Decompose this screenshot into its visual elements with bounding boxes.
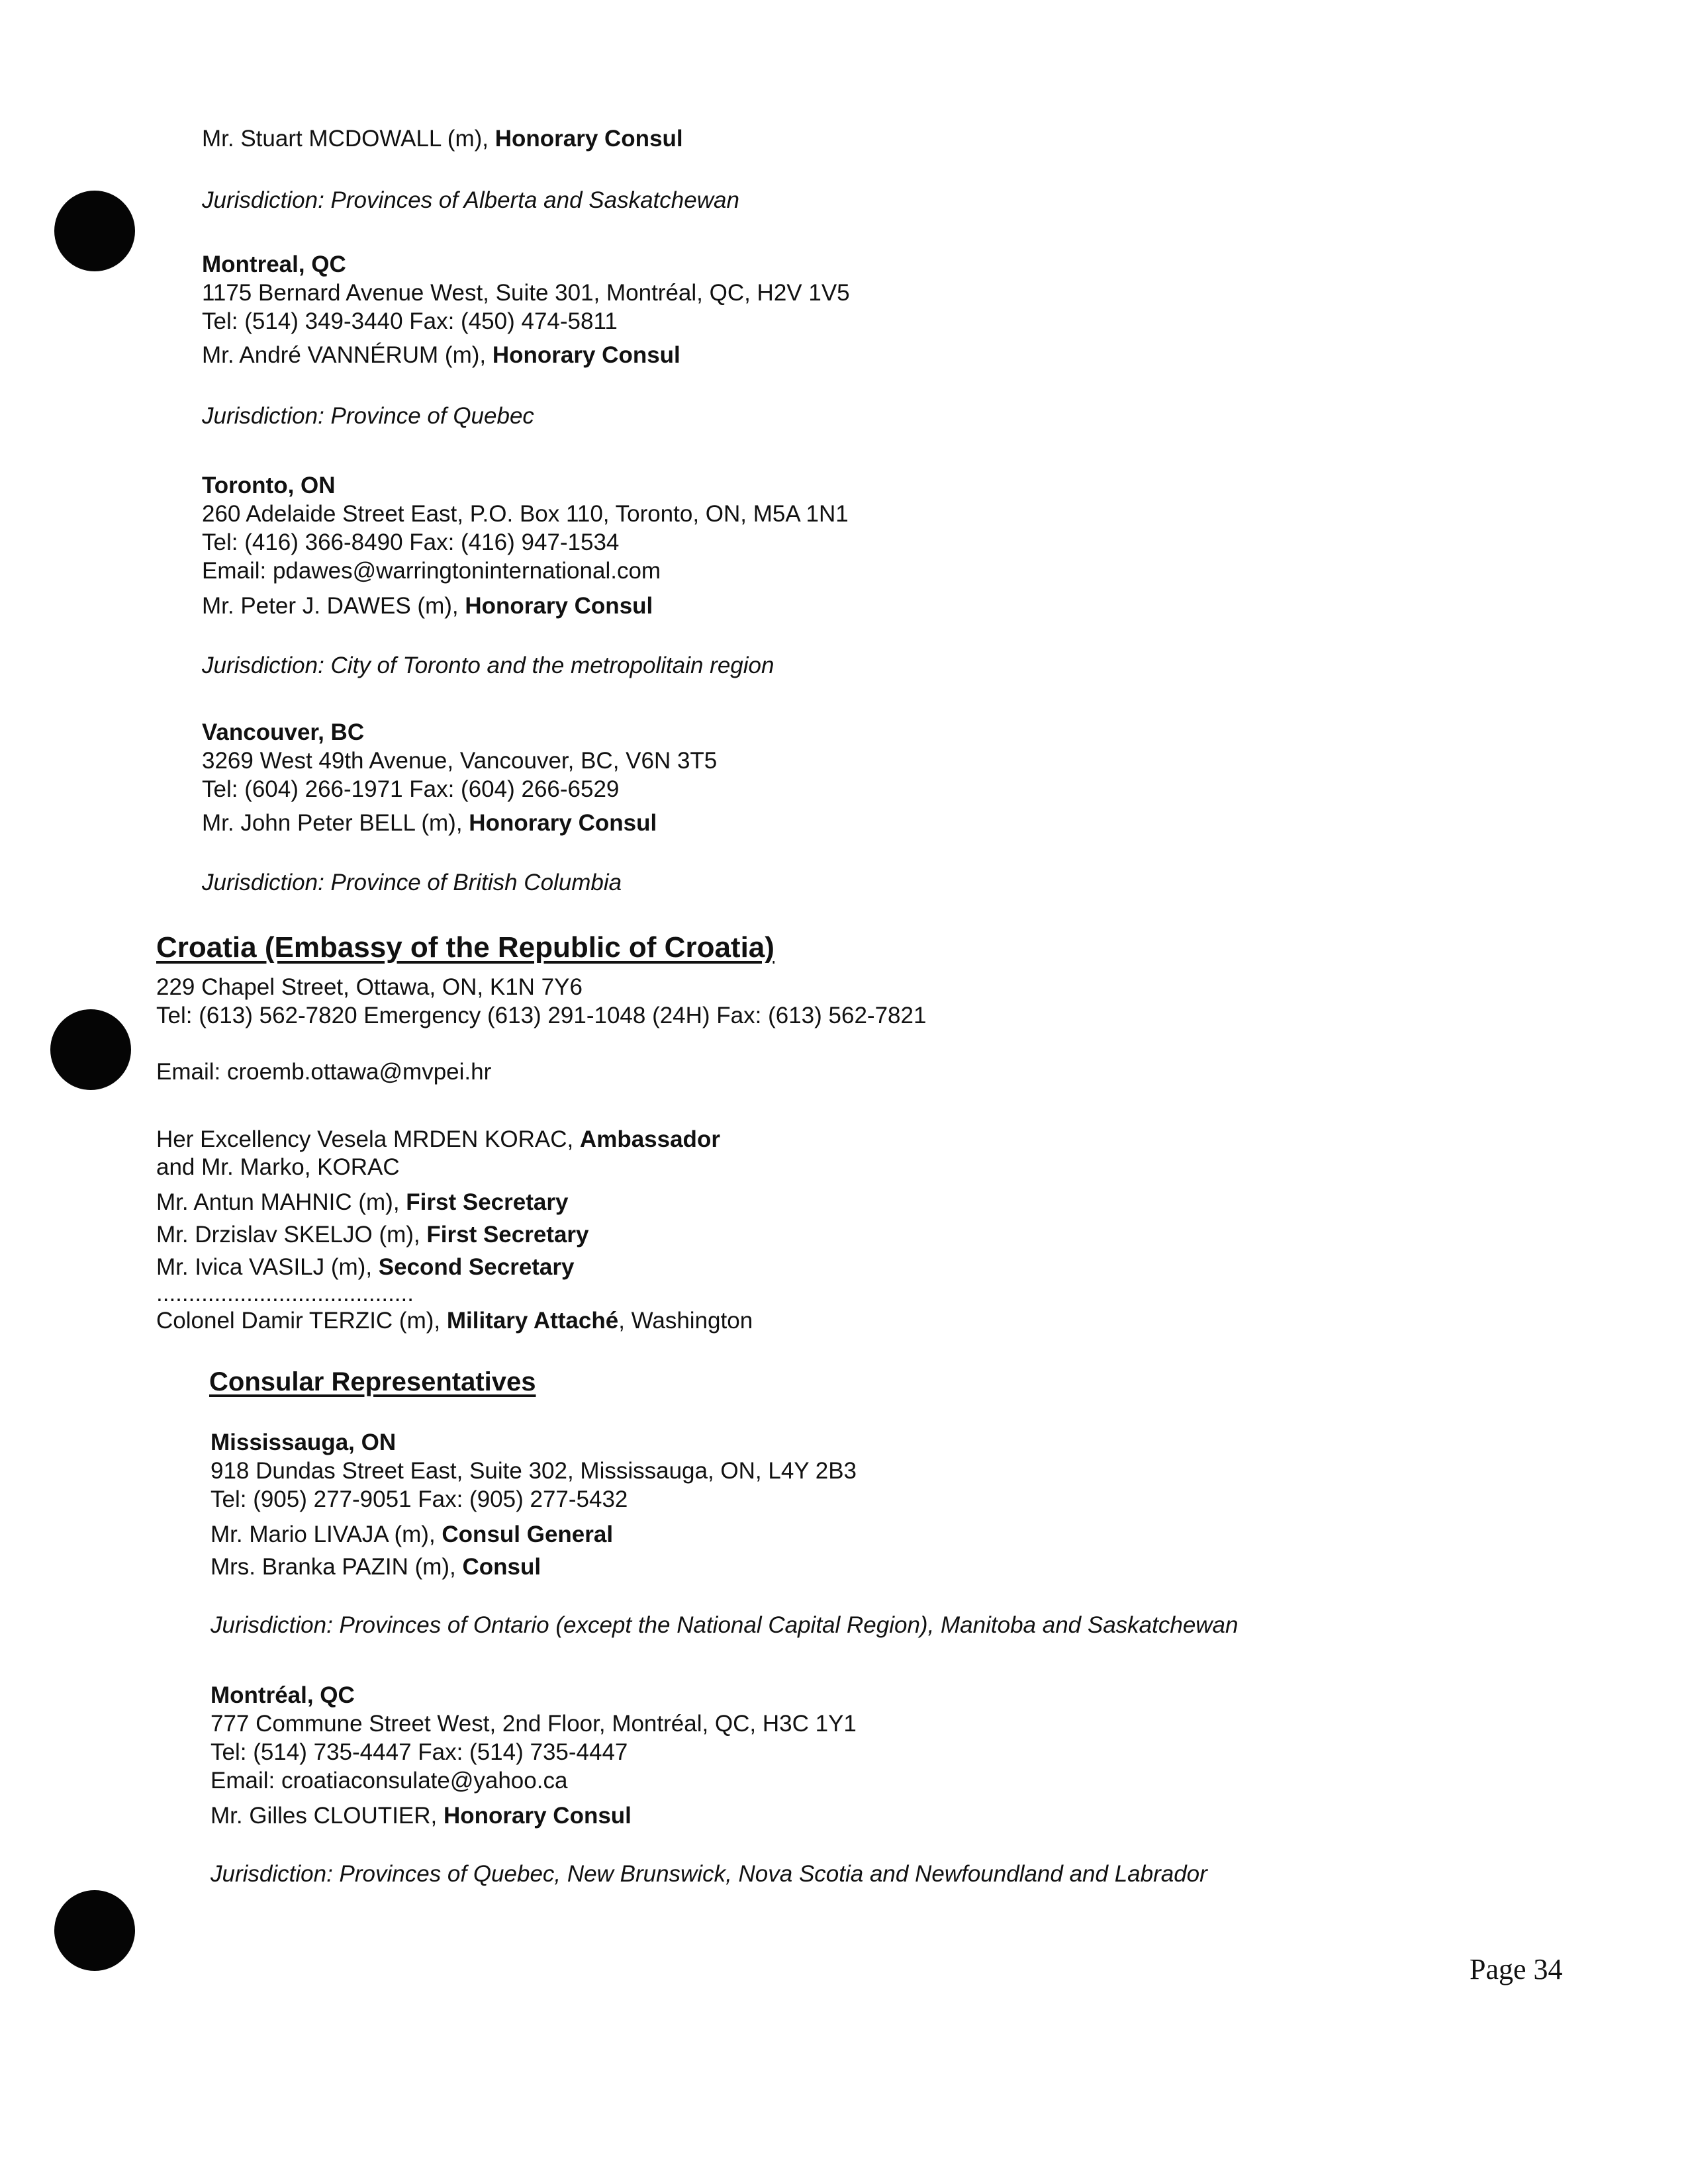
jurisdiction: Jurisdiction: Provinces of Quebec, New Brunswick, Nova Scotia and Newfoundland and Labrador	[211, 1861, 1207, 1887]
consul-line: Mr. Peter J. DAWES (m), Honorary Consul	[202, 593, 653, 619]
address-line: 777 Commune Street West, 2nd Floor, Montréal, QC, H3C 1Y1	[211, 1711, 857, 1737]
staff-line: and Mr. Marko, KORAC	[156, 1154, 400, 1180]
consul-entry-mcdowall	[202, 124, 739, 214]
address-line: 3269 West 49th Avenue, Vancouver, BC, V6N 3T5	[202, 748, 718, 774]
consul-line: Mr. Stuart MCDOWALL (m), Honorary Consul	[202, 126, 683, 152]
page-number: Page 34	[1470, 1953, 1563, 1985]
jurisdiction: Jurisdiction: Provinces of Alberta and Saskatchewan	[202, 187, 739, 213]
city-name: Montréal, QC	[211, 1682, 355, 1708]
jurisdiction: Jurisdiction: Province of British Columbia	[202, 870, 622, 895]
embassy-phone: Tel: (613) 562-7820 Emergency (613) 291-1048 (24H) Fax: (613) 562-7821	[156, 1003, 927, 1028]
phone-line: Tel: (514) 349-3440 Fax: (450) 474-5811	[202, 308, 618, 334]
staff-line: Mr. Ivica VASILJ (m), Second Secretary	[156, 1254, 575, 1280]
staff-line: Mr. Antun MAHNIC (m), First Secretary	[156, 1189, 569, 1215]
consul-entry-montreal-croatia	[211, 1681, 1207, 1888]
city-name: Montreal, QC	[202, 251, 346, 277]
dotted-separator: ........................................	[156, 1281, 414, 1306]
military-attache-line: Colonel Damir TERZIC (m), Military Attaché, Washington	[156, 1308, 753, 1334]
consul-line: Mr. John Peter BELL (m), Honorary Consul	[202, 810, 657, 836]
embassy-email: Email: croemb.ottawa@mvpei.hr	[156, 1059, 492, 1085]
consul-line: Mr. André VANNÉRUM (m), Honorary Consul	[202, 342, 680, 368]
city-name: Toronto, ON	[202, 473, 336, 498]
consul-entry-mississauga	[211, 1428, 1239, 1639]
consul-entry-toronto	[202, 471, 849, 680]
jurisdiction: Jurisdiction: Province of Quebec	[202, 403, 534, 429]
address-line: 918 Dundas Street East, Suite 302, Mississauga, ON, L4Y 2B3	[211, 1458, 857, 1484]
punch-hole-middle	[50, 1009, 131, 1090]
address-line: 260 Adelaide Street East, P.O. Box 110, Toronto, ON, M5A 1N1	[202, 501, 849, 527]
embassy-address: 229 Chapel Street, Ottawa, ON, K1N 7Y6	[156, 974, 583, 1000]
phone-line: Tel: (604) 266-1971 Fax: (604) 266-6529	[202, 776, 620, 802]
staff-line: Her Excellency Vesela MRDEN KORAC, Ambassador	[156, 1126, 720, 1152]
phone-line: Tel: (905) 277-9051 Fax: (905) 277-5432	[211, 1486, 628, 1512]
consul-entry-montreal	[202, 250, 850, 430]
punch-hole-top	[54, 191, 135, 271]
jurisdiction: Jurisdiction: Provinces of Ontario (except the National Capital Region), Manitoba and Saskatchewan	[211, 1612, 1239, 1638]
city-name: Vancouver, BC	[202, 719, 365, 745]
consular-heading: Consular Representatives	[209, 1367, 536, 1396]
phone-line: Tel: (514) 735-4447 Fax: (514) 735-4447	[211, 1739, 628, 1765]
city-name: Mississauga, ON	[211, 1430, 397, 1455]
consul-entry-vancouver	[202, 718, 717, 897]
consul-line: Mr. Gilles CLOUTIER, Honorary Consul	[211, 1803, 632, 1829]
embassy-details	[156, 973, 926, 1086]
phone-line: Tel: (416) 366-8490 Fax: (416) 947-1534	[202, 529, 620, 555]
email-line: Email: croatiaconsulate@yahoo.ca	[211, 1768, 568, 1794]
embassy-staff	[156, 1123, 753, 1337]
jurisdiction: Jurisdiction: City of Toronto and the metropolitain region	[202, 653, 774, 678]
consul-line: Mr. Mario LIVAJA (m), Consul General	[211, 1522, 614, 1547]
punch-hole-bottom	[54, 1890, 135, 1971]
email-line: Email: pdawes@warringtoninternational.com	[202, 558, 661, 584]
consul-line: Mrs. Branka PAZIN (m), Consul	[211, 1554, 541, 1580]
staff-line: Mr. Drzislav SKELJO (m), First Secretary	[156, 1222, 589, 1248]
embassy-heading: Croatia (Embassy of the Republic of Croatia)	[156, 931, 774, 964]
address-line: 1175 Bernard Avenue West, Suite 301, Montréal, QC, H2V 1V5	[202, 280, 850, 306]
